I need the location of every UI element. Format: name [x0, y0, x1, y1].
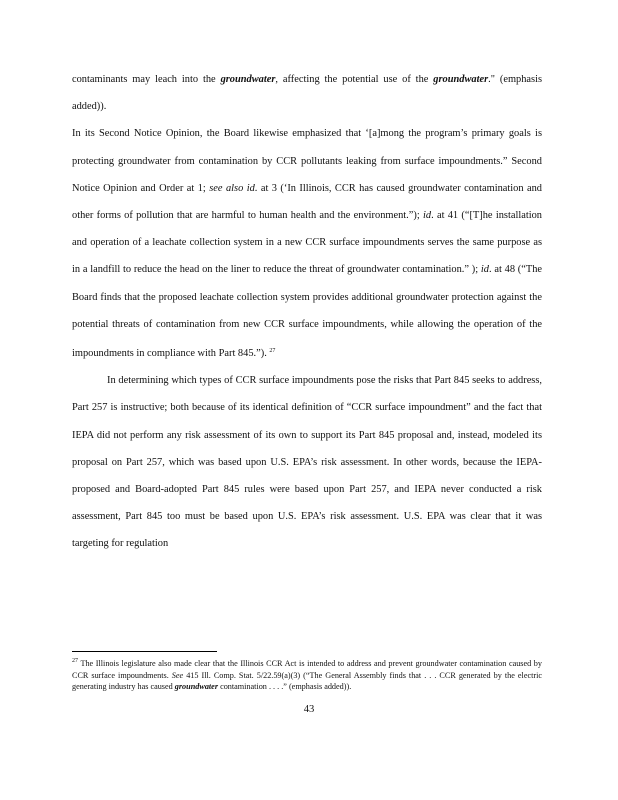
page-number: 43 [303, 704, 315, 715]
text-run: 415 Ill. Comp. Stat. 5/22.59(a)(3) (“The General Assembly finds that . . . CCR generated by the electric generating industry has caused [72, 670, 542, 691]
citation-id: id [423, 210, 432, 222]
text-run: . at 41 (“[T]he installation and operation of a leachate collection system in a new CCR surface impoundments serves the same purpose as in a landfill to reduce the head on the liner to reduce the threat of groundwater contamination.” ); [72, 210, 542, 276]
citation-id: id [480, 264, 489, 276]
citation-signal: see also id [209, 182, 255, 194]
text-run: . at 3 (‘In Illinois, CCR has caused groundwater contamination and other forms of pollution that are harmful to human health and the environment.”); [72, 182, 542, 222]
footnote-27 [72, 656, 542, 693]
citation-signal: See [171, 670, 184, 680]
emphasis-groundwater: groundwater [174, 682, 219, 691]
paragraph-2 [72, 120, 542, 367]
footnote-divider [72, 651, 217, 652]
text-run: contamination . . . .” (emphasis added)). [218, 682, 352, 691]
footnote [72, 656, 542, 693]
text-run: ." (emphasis added)). [72, 74, 543, 113]
emphasis-groundwater: groundwater [220, 74, 276, 85]
footnote-number: 27 [72, 658, 78, 664]
paragraph-3: In determining which types of CCR surface impoundments pose the risks that Part 845 seeks to address, Part 257 is instructive; both because of its identical definition of “CCR surface impoundment” and the fact that IEPA did not perform any risk assessment of its own to support its Part 845 proposal and, instead, modeled its proposal on Part 257, which was based upon U.S. EPA’s risk assessment. In other words, because the IEPA-proposed and Board-adopted Part 845 rules were based upon Part 257, and IEPA never conducted a risk assessment, Part 845 too must be based upon U.S. EPA’s risk assessment. U.S. EPA was clear that it was targeting for regulation [72, 375, 542, 550]
text-run: contaminants may leach into the [72, 74, 221, 85]
text-run: The Illinois legislature also made clear that the Illinois CCR Act is intended to address and prevent groundwater contamination caused by CCR surface impoundments. [72, 659, 542, 680]
body-text [72, 66, 542, 558]
paragraph-1 [72, 66, 542, 120]
text-run: In its Second Notice Opinion, the Board likewise emphasized that ‘[a]mong the program’s primary goals is protecting groundwater from contamination by CCR pollutants leaking from surface impoundments.” Second Notice Opinion and Order at 1; [72, 128, 542, 194]
footnote-reference: 27 [269, 348, 276, 355]
emphasis-groundwater: groundwater [433, 74, 489, 85]
text-run: , affecting the potential use of the [275, 74, 434, 85]
text-run: . at 48 (“The Board finds that the proposed leachate collection system provides additional groundwater protection against the potential threats of contamination from new CCR surface impoundments, while allowing the operation of the impoundments in compliance with Part 845.”). [72, 264, 542, 360]
